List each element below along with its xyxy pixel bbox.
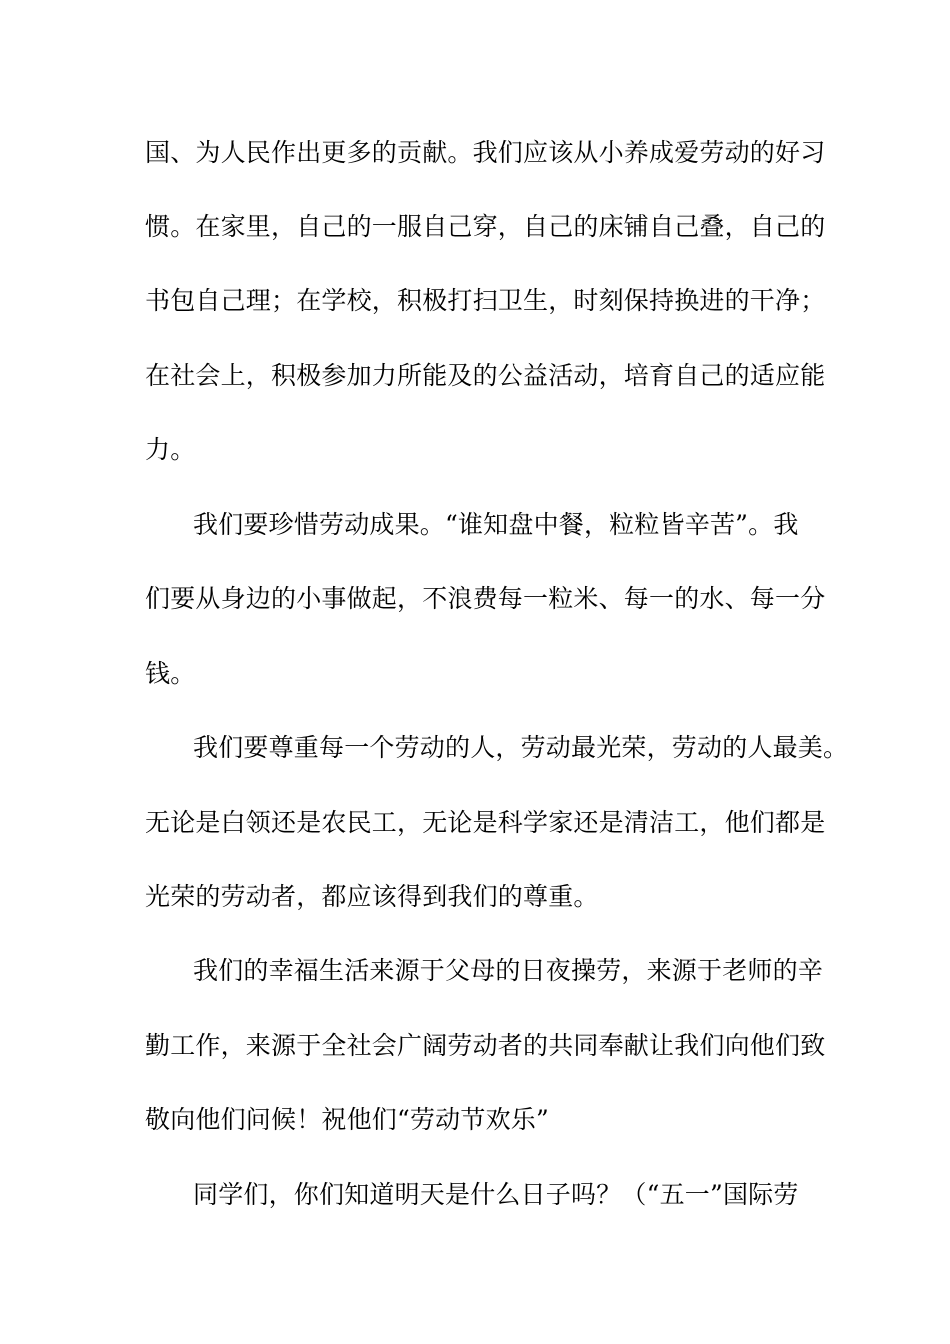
text-line: 们要从身边的小事做起，不浪费每一粒米、每一的水、每一分 — [145, 584, 826, 613]
text-line: 无论是白领还是农民工，无论是科学家还是清洁工，他们都是 — [145, 808, 826, 837]
text-line: 光荣的劳动者，都应该得到我们的尊重。 — [145, 882, 599, 911]
text-line: 书包自己理；在学校，积极打扫卫生，时刻保持换进的干净； — [145, 286, 826, 315]
paragraph-first-line: 我们的幸福生活来源于父母的日夜操劳，来源于老师的辛 — [193, 956, 824, 985]
text-line: 国、为人民作出更多的贡献。我们应该从小养成爱劳动的好习 — [145, 138, 826, 167]
text-line: 惯。在家里，自己的一服自己穿，自己的床铺自己叠，自己的 — [145, 212, 826, 241]
paragraph-first-line: 我们要珍惜劳动成果。“谁知盘中餐，粒粒皆辛苦”。我 — [193, 510, 799, 539]
text-line: 勤工作，来源于全社会广阔劳动者的共同奉献让我们向他们致 — [145, 1031, 826, 1060]
text-line: 钱。 — [145, 659, 196, 688]
paragraph-first-line: 我们要尊重每一个劳动的人，劳动最光荣，劳动的人最美。 — [193, 733, 849, 762]
text-line: 力。 — [145, 435, 196, 464]
text-line: 敬向他们问候！祝他们“劳动节欢乐” — [145, 1105, 549, 1134]
paragraph-first-line: 同学们，你们知道明天是什么日子吗？（“五一”国际劳 — [193, 1180, 799, 1209]
text-line: 在社会上，积极参加力所能及的公益活动，培育自己的适应能 — [145, 361, 826, 390]
